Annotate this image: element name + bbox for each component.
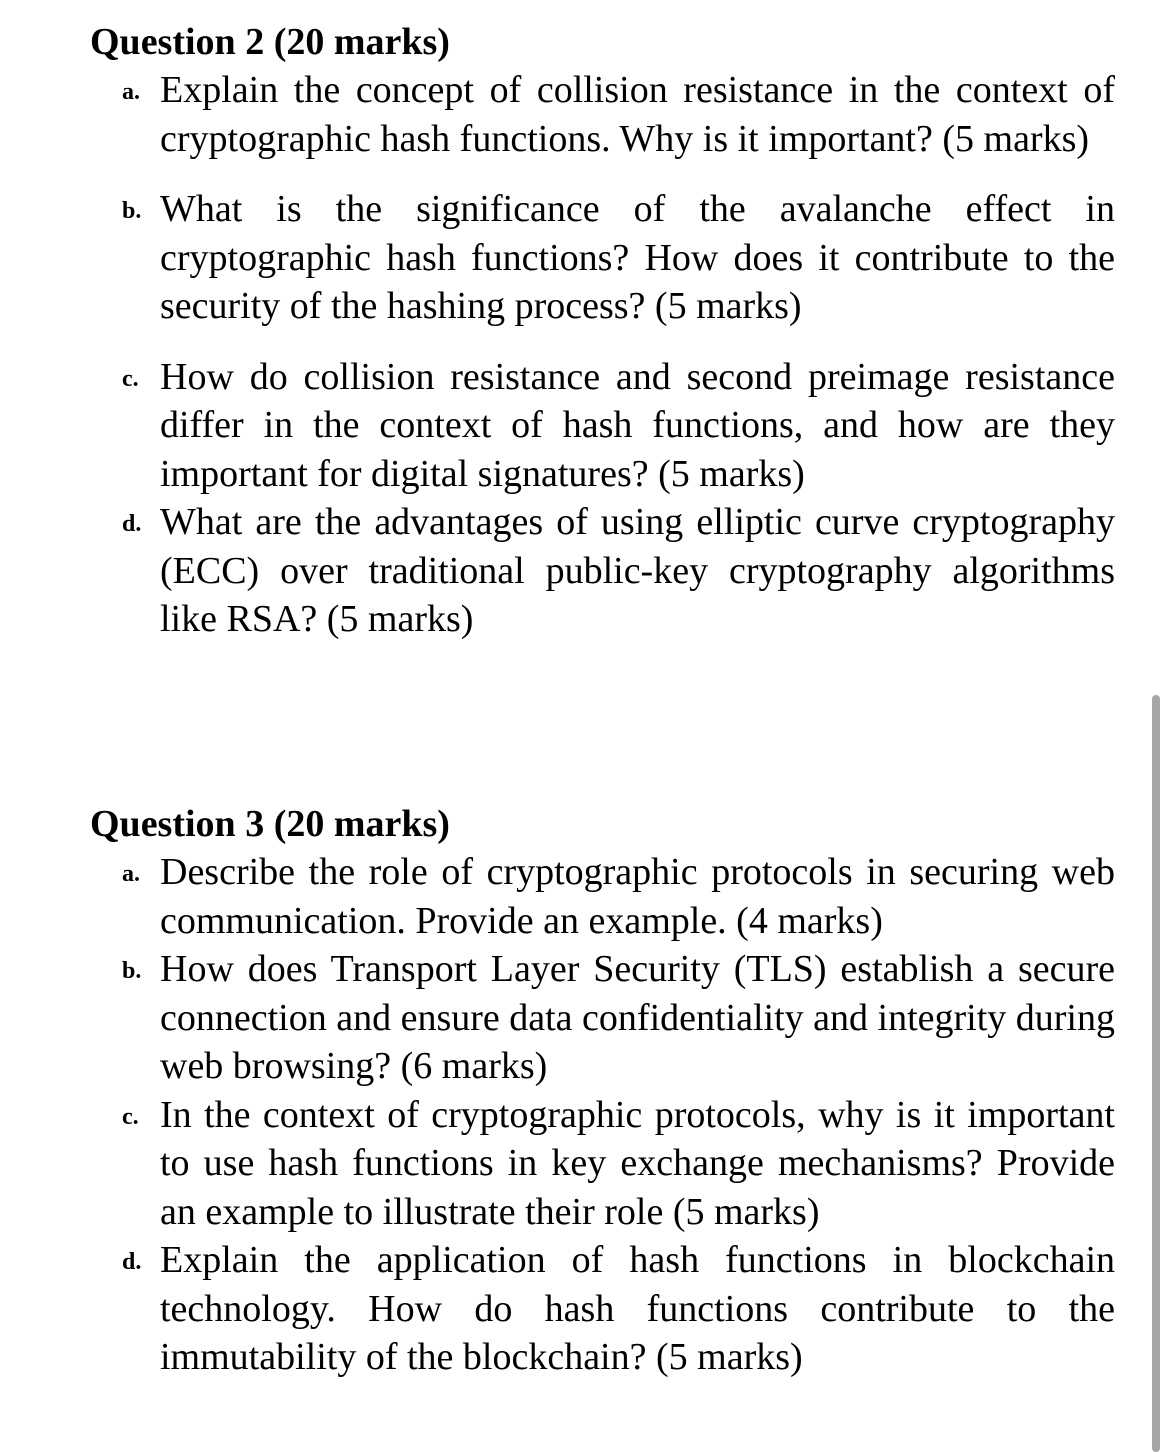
item-text: What is the significance of the avalanche effect in cryptographic hash functions? How does it contribute to the security of the hashing process? (5 marks) xyxy=(160,188,1115,327)
question-3-item-b xyxy=(122,945,1115,1091)
question-3-item-d xyxy=(122,1236,1115,1382)
question-2-item-d xyxy=(122,498,1115,644)
question-3-item-a xyxy=(122,848,1115,945)
question-3-item-c xyxy=(122,1091,1115,1237)
item-marker: b. xyxy=(122,958,142,984)
item-text: What are the advantages of using elliptic curve cryptography (ECC) over traditional public-key cryptography algorithms like RSA? (5 marks) xyxy=(160,501,1115,640)
vertical-scrollbar[interactable] xyxy=(1152,695,1160,1452)
item-text: How do collision resistance and second preimage resistance differ in the context of hash functions, and how are they important for digital signatures? (5 marks) xyxy=(160,355,1115,495)
question-2-item-b xyxy=(122,185,1115,331)
item-text: How does Transport Layer Security (TLS) establish a secure connection and ensure data confidentiality and integrity during web browsing? (6 marks) xyxy=(160,948,1115,1087)
item-text: In the context of cryptographic protocols, why is it important to use hash functions in key exchange mechanisms? Provide an example to illustrate their role (5 marks) xyxy=(160,1093,1115,1233)
item-marker: c. xyxy=(122,365,139,392)
item-text: Describe the role of cryptographic protocols in securing web communication. Provide an example. (4 marks) xyxy=(160,851,1115,942)
question-3-section xyxy=(90,800,1115,1382)
item-text: Explain the concept of collision resistance in the context of cryptographic hash functions. Why is it important? (5 marks) xyxy=(160,69,1115,160)
item-text: Explain the application of hash functions in blockchain technology. How do hash functions contribute to the immutability of the blockchain? (5 marks) xyxy=(160,1239,1115,1378)
question-2-section xyxy=(90,18,1115,644)
item-marker: a. xyxy=(122,79,140,105)
item-marker: d. xyxy=(122,511,142,537)
item-marker: c. xyxy=(122,1103,139,1130)
item-marker: d. xyxy=(122,1249,142,1275)
question-2-item-a xyxy=(122,66,1115,163)
item-marker: a. xyxy=(122,861,140,887)
item-marker: b. xyxy=(122,198,142,224)
question-2-item-c xyxy=(122,353,1115,499)
question-2-heading: Question 2 (20 marks) xyxy=(90,21,450,63)
question-3-heading: Question 3 (20 marks) xyxy=(90,803,450,845)
